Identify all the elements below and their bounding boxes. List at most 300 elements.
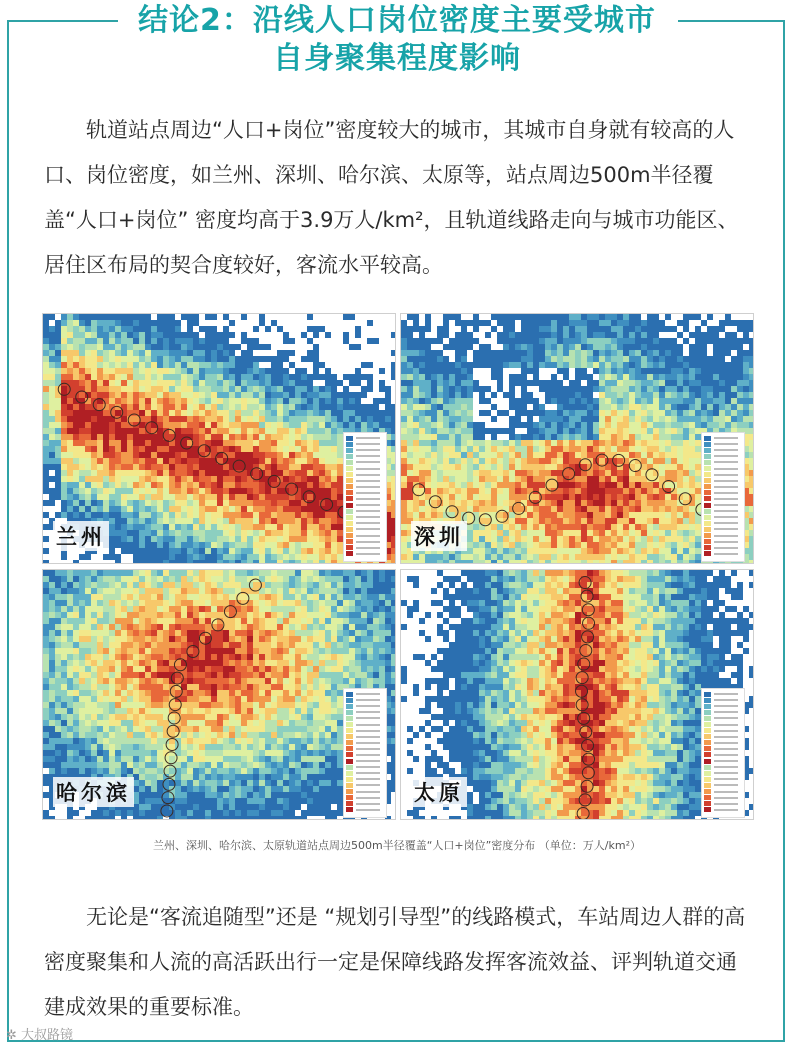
density-cell: [587, 500, 593, 506]
density-cell: [121, 422, 127, 428]
density-cell: [677, 560, 683, 564]
density-cell: [641, 494, 647, 500]
density-cell: [449, 440, 455, 446]
density-cell: [701, 410, 707, 416]
density-cell: [43, 380, 49, 386]
density-cell: [521, 548, 527, 554]
density-cell: [749, 422, 754, 428]
density-cell: [205, 576, 211, 582]
density-cell: [533, 344, 539, 350]
density-cell: [157, 536, 163, 542]
density-cell: [235, 356, 241, 362]
density-cell: [515, 560, 521, 564]
density-cell: [431, 410, 437, 416]
density-cell: [521, 458, 527, 464]
density-cell: [599, 338, 605, 344]
density-cell: [223, 350, 229, 356]
density-cell: [133, 582, 139, 588]
density-cell: [145, 392, 151, 398]
density-cell: [121, 398, 127, 404]
density-cell: [653, 452, 659, 458]
density-cell: [497, 560, 503, 564]
density-cell: [683, 452, 689, 458]
density-cell: [479, 482, 485, 488]
density-cell: [391, 530, 396, 536]
density-cell: [271, 576, 277, 582]
density-cell: [677, 422, 683, 428]
density-cell: [73, 440, 79, 446]
density-cell: [659, 386, 665, 392]
density-cell: [569, 386, 575, 392]
density-cell: [43, 594, 49, 600]
density-cell: [425, 356, 431, 362]
density-cell: [473, 350, 479, 356]
density-cell: [569, 536, 575, 542]
density-cell: [575, 320, 581, 326]
density-cell: [145, 356, 151, 362]
density-cell: [175, 350, 181, 356]
density-cell: [401, 362, 407, 368]
density-cell: [539, 530, 545, 536]
density-cell: [43, 434, 49, 440]
density-cell: [647, 428, 653, 434]
density-cell: [169, 518, 175, 524]
density-cell: [193, 470, 199, 476]
density-cell: [283, 416, 289, 422]
density-cell: [671, 416, 677, 422]
density-cell: [419, 446, 425, 452]
density-cell: [599, 560, 605, 564]
density-cell: [283, 470, 289, 476]
density-cell: [485, 350, 491, 356]
density-cell: [683, 368, 689, 374]
density-cell: [491, 458, 497, 464]
density-cell: [253, 494, 259, 500]
density-cell: [73, 428, 79, 434]
density-cell: [211, 600, 217, 606]
density-cell: [479, 350, 485, 356]
density-cell: [313, 536, 319, 542]
density-cell: [139, 606, 145, 612]
density-cell: [169, 446, 175, 452]
density-cell: [749, 350, 754, 356]
density-cell: [473, 560, 479, 564]
density-cell: [491, 530, 497, 536]
density-cell: [313, 392, 319, 398]
density-cell: [407, 440, 413, 446]
density-cell: [187, 338, 193, 344]
density-cell: [67, 410, 73, 416]
density-cell: [229, 518, 235, 524]
density-cell: [677, 458, 683, 464]
density-cell: [587, 428, 593, 434]
density-cell: [623, 374, 629, 380]
density-cell: [217, 518, 223, 524]
density-cell: [277, 594, 283, 600]
density-cell: [151, 582, 157, 588]
density-cell: [241, 368, 247, 374]
density-cell: [205, 582, 211, 588]
density-cell: [497, 362, 503, 368]
density-cell: [563, 488, 569, 494]
density-cell: [79, 506, 85, 512]
density-cell: [623, 356, 629, 362]
density-cell: [127, 392, 133, 398]
density-cell: [401, 458, 407, 464]
density-cell: [73, 452, 79, 458]
density-cell: [677, 440, 683, 446]
density-cell: [91, 464, 97, 470]
density-cell: [461, 410, 467, 416]
density-cell: [379, 416, 385, 422]
density-cell: [611, 476, 617, 482]
density-cell: [581, 362, 587, 368]
density-cell: [103, 600, 109, 606]
density-cell: [187, 524, 193, 530]
density-cell: [151, 594, 157, 600]
density-cell: [617, 344, 623, 350]
density-cell: [401, 392, 407, 398]
density-cell: [127, 434, 133, 440]
density-cell: [181, 536, 187, 542]
density-cell: [313, 506, 319, 512]
density-cell: [127, 588, 133, 594]
density-cell: [247, 350, 253, 356]
density-cell: [295, 560, 301, 564]
density-cell: [181, 470, 187, 476]
density-cell: [265, 410, 271, 416]
density-cell: [515, 470, 521, 476]
density-cell: [391, 536, 396, 542]
density-cell: [391, 422, 396, 428]
density-cell: [235, 440, 241, 446]
density-cell: [163, 588, 169, 594]
density-cell: [163, 530, 169, 536]
density-cell: [301, 380, 307, 386]
density-cell: [139, 428, 145, 434]
density-cell: [121, 470, 127, 476]
density-cell: [563, 440, 569, 446]
density-cell: [593, 362, 599, 368]
density-cell: [557, 344, 563, 350]
density-cell: [289, 524, 295, 530]
density-cell: [725, 392, 731, 398]
density-cell: [253, 554, 259, 560]
density-cell: [49, 500, 55, 506]
density-cell: [79, 380, 85, 386]
density-cell: [599, 410, 605, 416]
density-cell: [157, 500, 163, 506]
density-cell: [587, 452, 593, 458]
density-cell: [653, 434, 659, 440]
density-cell: [187, 512, 193, 518]
density-cell: [437, 560, 443, 564]
density-cell: [247, 458, 253, 464]
density-cell: [611, 428, 617, 434]
density-cell: [611, 314, 617, 320]
density-cell: [491, 362, 497, 368]
density-cell: [307, 422, 313, 428]
density-cell: [211, 326, 217, 332]
density-cell: [545, 392, 551, 398]
density-cell: [205, 314, 211, 320]
density-cell: [647, 488, 653, 494]
density-cell: [503, 554, 509, 560]
density-cell: [437, 356, 443, 362]
density-cell: [575, 344, 581, 350]
density-cell: [563, 530, 569, 536]
density-cell: [277, 524, 283, 530]
map-harbin: [42, 569, 396, 820]
density-cell: [413, 476, 419, 482]
density-cell: [431, 428, 437, 434]
density-cell: [665, 548, 671, 554]
density-cell: [401, 548, 407, 554]
density-cell: [683, 386, 689, 392]
density-cell: [575, 494, 581, 500]
density-cell: [223, 560, 229, 564]
density-cell: [533, 326, 539, 332]
legend-swatch: [704, 551, 742, 557]
density-cell: [193, 494, 199, 500]
density-cell: [277, 576, 283, 582]
density-cell: [127, 482, 133, 488]
density-cell: [79, 338, 85, 344]
density-cell: [61, 350, 67, 356]
density-cell: [407, 356, 413, 362]
density-cell: [109, 518, 115, 524]
density-cell: [551, 338, 557, 344]
density-cell: [551, 440, 557, 446]
density-cell: [599, 518, 605, 524]
density-cell: [719, 356, 725, 362]
density-cell: [241, 560, 247, 564]
density-cell: [455, 476, 461, 482]
density-cell: [199, 362, 205, 368]
density-cell: [313, 428, 319, 434]
density-cell: [683, 338, 689, 344]
density-cell: [157, 470, 163, 476]
density-cell: [187, 582, 193, 588]
density-cell: [413, 392, 419, 398]
density-cell: [319, 582, 325, 588]
density-cell: [349, 374, 355, 380]
density-cell: [391, 368, 396, 374]
density-cell: [623, 518, 629, 524]
density-cell: [49, 356, 55, 362]
density-cell: [749, 476, 754, 482]
density-cell: [527, 410, 533, 416]
density-cell: [73, 332, 79, 338]
density-cell: [247, 464, 253, 470]
density-cell: [121, 536, 127, 542]
density-cell: [235, 512, 241, 518]
density-cell: [575, 482, 581, 488]
density-cell: [695, 362, 701, 368]
density-cell: [431, 386, 437, 392]
density-cell: [49, 606, 55, 612]
density-cell: [647, 350, 653, 356]
density-cell: [241, 380, 247, 386]
density-cell: [653, 398, 659, 404]
density-cell: [497, 410, 503, 416]
density-cell: [473, 542, 479, 548]
density-cell: [157, 542, 163, 548]
density-cell: [145, 440, 151, 446]
density-cell: [331, 476, 337, 482]
density-cell: [259, 374, 265, 380]
density-cell: [217, 374, 223, 380]
density-cell: [443, 380, 449, 386]
density-cell: [701, 320, 707, 326]
density-cell: [241, 422, 247, 428]
density-cell: [349, 600, 355, 606]
density-cell: [349, 398, 355, 404]
density-cell: [683, 422, 689, 428]
density-cell: [133, 488, 139, 494]
density-cell: [85, 494, 91, 500]
density-cell: [115, 476, 121, 482]
density-cell: [199, 464, 205, 470]
density-cell: [85, 440, 91, 446]
density-cell: [253, 338, 259, 344]
density-cell: [169, 428, 175, 434]
density-cell: [337, 404, 343, 410]
density-cell: [707, 398, 713, 404]
density-cell: [575, 386, 581, 392]
density-cell: [425, 458, 431, 464]
density-cell: [145, 576, 151, 582]
density-cell: [641, 458, 647, 464]
density-cell: [647, 542, 653, 548]
density-cell: [319, 542, 325, 548]
density-cell: [443, 410, 449, 416]
density-cell: [545, 506, 551, 512]
density-cell: [569, 506, 575, 512]
density-cell: [247, 368, 253, 374]
density-cell: [313, 350, 319, 356]
density-cell: [313, 344, 319, 350]
density-cell: [295, 374, 301, 380]
density-cell: [575, 524, 581, 530]
density-cell: [545, 326, 551, 332]
density-cell: [419, 326, 425, 332]
density-cell: [277, 582, 283, 588]
density-cell: [223, 500, 229, 506]
density-cell: [319, 362, 325, 368]
density-cell: [253, 368, 259, 374]
density-cell: [133, 350, 139, 356]
density-cell: [259, 320, 265, 326]
density-cell: [563, 350, 569, 356]
density-cell: [325, 582, 331, 588]
density-cell: [373, 416, 379, 422]
density-cell: [485, 386, 491, 392]
density-cell: [109, 338, 115, 344]
density-cell: [509, 440, 515, 446]
density-cell: [325, 482, 331, 488]
density-cell: [449, 488, 455, 494]
density-cell: [313, 440, 319, 446]
density-cell: [569, 380, 575, 386]
density-cell: [367, 362, 373, 368]
density-cell: [97, 338, 103, 344]
density-cell: [121, 416, 127, 422]
density-cell: [623, 446, 629, 452]
density-cell: [127, 374, 133, 380]
density-cell: [193, 542, 199, 548]
density-cell: [307, 446, 313, 452]
density-cell: [199, 470, 205, 476]
density-cell: [611, 554, 617, 560]
density-cell: [407, 494, 413, 500]
density-cell: [449, 374, 455, 380]
density-cell: [247, 500, 253, 506]
density-cell: [671, 464, 677, 470]
density-cell: [271, 488, 277, 494]
density-cell: [653, 320, 659, 326]
density-cell: [491, 482, 497, 488]
density-cell: [443, 320, 449, 326]
density-cell: [617, 488, 623, 494]
density-cell: [575, 536, 581, 542]
density-cell: [151, 488, 157, 494]
density-cell: [413, 416, 419, 422]
density-cell: [617, 434, 623, 440]
density-cell: [193, 404, 199, 410]
density-cell: [91, 344, 97, 350]
density-cell: [509, 326, 515, 332]
density-cell: [61, 476, 67, 482]
density-cell: [217, 536, 223, 542]
density-cell: [683, 518, 689, 524]
density-cell: [331, 410, 337, 416]
density-cell: [749, 494, 754, 500]
density-cell: [587, 494, 593, 500]
density-cell: [617, 440, 623, 446]
density-cell: [253, 594, 259, 600]
density-cell: [515, 512, 521, 518]
density-cell: [557, 338, 563, 344]
density-cell: [473, 440, 479, 446]
density-cell: [461, 446, 467, 452]
density-cell: [73, 476, 79, 482]
density-cell: [301, 518, 307, 524]
density-cell: [533, 398, 539, 404]
density-cell: [139, 344, 145, 350]
density-cell: [115, 356, 121, 362]
density-cell: [431, 452, 437, 458]
density-cell: [545, 518, 551, 524]
density-cell: [527, 548, 533, 554]
density-cell: [295, 446, 301, 452]
density-cell: [641, 368, 647, 374]
density-cell: [187, 326, 193, 332]
density-cell: [235, 392, 241, 398]
density-cell: [749, 374, 754, 380]
density-cell: [79, 458, 85, 464]
density-cell: [295, 476, 301, 482]
density-cell: [479, 530, 485, 536]
density-cell: [187, 554, 193, 560]
density-cell: [127, 542, 133, 548]
density-cell: [653, 314, 659, 320]
density-cell: [109, 410, 115, 416]
density-cell: [325, 548, 331, 554]
density-cell: [229, 320, 235, 326]
density-cell: [629, 332, 635, 338]
density-cell: [515, 344, 521, 350]
